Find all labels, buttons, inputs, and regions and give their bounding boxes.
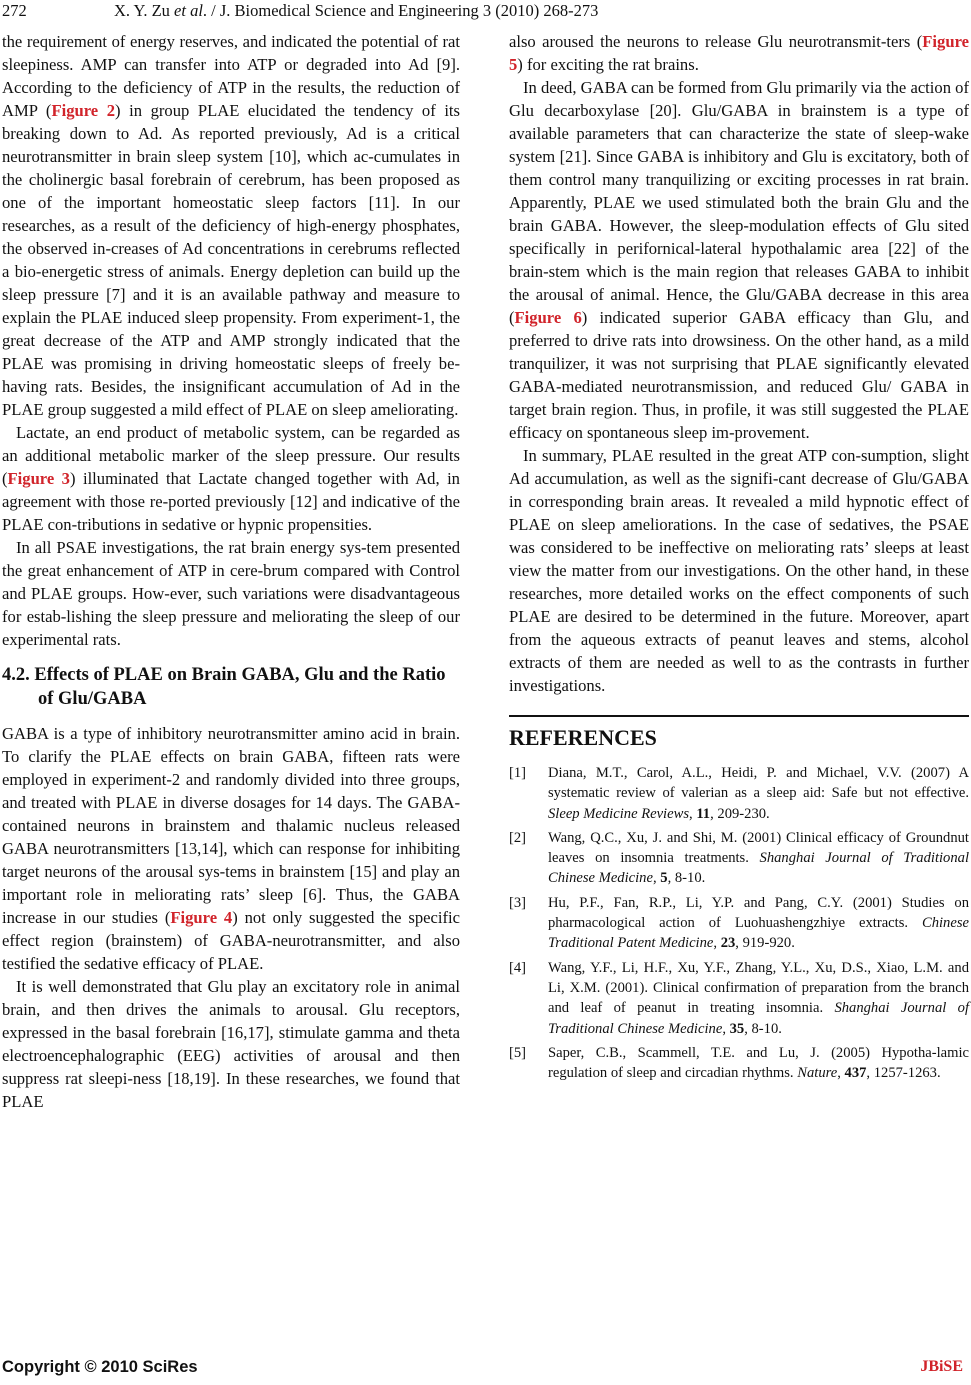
left-column — [2, 30, 460, 1113]
paragraph-text: ) in group PLAE elucidated the tendency of its breaking down to Ad. As reported previously, Ad is a critical neurotransmitter in brain sleep system [10], which ac-cumulates in the cholinergic basal forebrain of cerebrum, has been proposed as one of the important homeostatic sleep factors [11]. In our researches, as a result of the deficiency of high-energy phosphates, the observed in-creases of Ad concentrations in cerebrums reflected a bio-energetic stress of animals. Energy depletion can build up the sleep pressure [7] and it is an available pathway and measure to explain the PLAE induced sleep propensity. From experiment-1, the great decrease of the ATP and AMP strongly indicated that the PLAE was promising in driving homeostatic sleeps of freely be-having rats. Besides, the insignificant accumulation of Ad in the PLAE group suggested a mild effect of PLAE on sleep ameliorating. — [2, 101, 460, 419]
journal-citation — [114, 0, 598, 22]
reference-journal: Nature — [797, 1065, 838, 1082]
paragraph: In summary, PLAE resulted in the great ATP con-sumption, slight Ad accumulation, as well as the signifi-cant decrease of Glu/GABA in corresponding brain areas. It revealed a mild hypnotic effect of PLAE on sleep ameliorations. In the case of sedatives, the PSAE was considered to be ineffective on meliorating rats’ sleeps at least view the matter from our investigations. On the other hand, in these researches, more detailed works on the effect components of such PLAE are desired to be determined in the future. Moreover, apart from the aqueous extracts of peanut leaves and stems, alcohol extracts of them are needed as well to as the contrasts in further investigations. — [509, 446, 969, 695]
separator: , — [652, 870, 661, 887]
paragraph-text: ) not only suggested the specific effect region (brainstem) of GABA-neurotransmitter, and also testified the sedative efficacy of PLAE. — [2, 908, 460, 973]
figure-4-link[interactable]: Figure 4 — [170, 908, 233, 927]
figure-6-link[interactable]: Figure 6 — [514, 308, 582, 327]
paragraph-text: ) for exciting the rat brains. — [517, 55, 699, 74]
paragraph — [2, 722, 460, 975]
paragraph — [509, 76, 969, 444]
paragraph — [509, 30, 969, 76]
reference-pages: , 209-230. — [710, 805, 770, 822]
reference-journal: Shanghai Journal of Traditional Chinese Medicine — [548, 1000, 969, 1037]
reference-text: Hu, P.F., Fan, R.P., Li, Y.P. and Pang, C.Y. (2001) Studies on pharmacological action of Luohuashengzhiye extracts. — [548, 894, 969, 932]
paragraph-text: also aroused the neurons to release Glu neurotransmit-ters ( — [509, 32, 923, 51]
paragraph-text: Lactate, an end product of metabolic system, can be regarded as an additional metabolic marker of the sleep pressure. Our results ( — [2, 423, 460, 488]
reference-volume: 35 — [729, 1020, 745, 1037]
copyright-notice: Copyright © 2010 SciRes — [2, 1358, 198, 1376]
reference-item — [509, 893, 969, 954]
separator: , — [689, 805, 697, 822]
references-heading: REFERENCES — [509, 725, 657, 750]
reference-item — [509, 1043, 969, 1084]
journal-badge: JBiSE — [920, 1358, 963, 1375]
paragraph-text: the requirement of energy reserves, and indicated the potential of rat sleepiness. AMP can transfer into ATP or degraded into Ad [9]. According to the deficiency of ATP in the results, the reduction of AMP ( — [2, 32, 460, 120]
reference-item — [509, 763, 969, 824]
reference-pages: , 8-10. — [744, 1020, 782, 1037]
paragraph: In all PSAE investigations, the rat brain energy sys-tem presented the great enhancement of ATP in cere-brum compared with Control and PLAE groups. How-ever, such variations were disadvantageous for estab-lishing the sleep pressure and meliorating the sleep of our experimental rats. — [2, 538, 460, 649]
citation-journal: . / J. Biomedical Science and Engineering 3 (2010) 268-273 — [202, 1, 599, 20]
reference-number: [1] — [509, 765, 527, 781]
reference-journal: Shanghai Journal of Traditional Chinese Medicine — [548, 850, 969, 887]
separator: , — [837, 1065, 845, 1082]
paragraph-text: ) indicated superior GABA efficacy than Glu, and preferred to drive rats into drowsiness. On the other hand, as a mild tranquilizer, it was not surprising that PLAE significantly elevated GABA-mediated neurotransmission, and reduced Glu/ GABA in target brain region. Thus, in profile, it was still suggested the PLAE efficacy on spontaneous sleep im-provement. — [509, 308, 969, 442]
reference-volume: 11 — [696, 805, 711, 822]
running-head — [0, 0, 971, 26]
reference-number: [3] — [509, 894, 527, 911]
reference-journal: Chinese Traditional Patent Medicine — [548, 915, 969, 952]
reference-pages: , 8-10. — [667, 870, 706, 887]
reference-journal: Sleep Medicine Reviews — [548, 805, 690, 822]
reference-list — [509, 763, 969, 1083]
citation-authors: X. Y. Zu — [114, 1, 175, 20]
paragraph: It is well demonstrated that Glu play an excitatory role in animal brain, and then drives the animals to arousal. Glu receptors, expressed in the basal forebrain [16,17], stimulate gamma and theta electroencephalographic (EEG) activities of arousal and then suppress rat sleepi-ness [18,19]. In these researches, we found that PLAE — [2, 977, 460, 1111]
reference-item — [509, 958, 969, 1039]
paragraph-text: ) illuminated that Lactate changed together with Ad, in agreement with those re-ported previously [12] and indicative of the PLAE con-tributions in sedative or hypnic propensities. — [2, 469, 460, 534]
reference-text: Wang, Y.F., Li, H.F., Xu, Y.F., Zhang, Y.L., Xu, D.S., Xiao, L.M. and Li, X.M. (2001). Clinical confirmation of preparation from the branch and leaf of peanut in treating insomnia. — [548, 959, 969, 1017]
reference-number: [5] — [509, 1044, 527, 1061]
citation-et-al: et al — [174, 1, 203, 20]
paragraph-text: GABA is a type of inhibitory neurotransmitter amino acid in brain. To clarify the PLAE effects on brain GABA, fifteen rats were employed in experiment-2 and randomly divided into three groups, and treated with PLAE in diverse dosages for 14 days. The GABA-contained neurons in brainstem and thalamic nucleus released GABA neurotransmitters [13,14], which can response for inhibiting target neurons of the arousal sys-tems in brainstem [15] and play an important role in meliorating rats’ sleep [6]. Thus, the GABA increase in our studies ( — [2, 724, 460, 927]
references-divider — [509, 715, 969, 717]
reference-text: Diana, M.T., Carol, A.L., Heidi, P. and Michael, V.V. (2007) A systematic review of valerian as a sleep aid: Safe but not effective. — [548, 765, 969, 802]
figure-2-link[interactable]: Figure 2 — [51, 101, 116, 120]
page-footer — [0, 1358, 971, 1382]
reference-number: [2] — [509, 829, 527, 846]
reference-pages: , 1257-1263. — [866, 1065, 941, 1082]
reference-volume: 437 — [844, 1065, 867, 1082]
page-number: 272 — [2, 1, 27, 20]
reference-volume: 5 — [660, 870, 668, 887]
reference-item — [509, 828, 969, 889]
reference-number: [4] — [509, 959, 527, 976]
paragraph — [2, 421, 460, 536]
figure-3-link[interactable]: Figure 3 — [7, 469, 70, 488]
section-heading: 4.2. Effects of PLAE on Brain GABA, Glu and the Ratio of Glu/GABA — [2, 665, 446, 709]
figure-5-link[interactable]: Figure 5 — [509, 32, 969, 74]
reference-text: Wang, Q.C., Xu, J. and Shi, M. (2001) Clinical efficacy of Groundnut leaves on insomnia treatments. — [548, 829, 969, 867]
reference-text: Saper, C.B., Scammell, T.E. and Lu, J. (2005) Hypotha-lamic regulation of sleep and circadian rhythms. — [548, 1044, 969, 1082]
separator: , — [722, 1020, 730, 1037]
right-column — [509, 30, 969, 1087]
reference-pages: , 919-920. — [735, 935, 795, 952]
reference-volume: 23 — [720, 935, 736, 952]
paragraph — [2, 30, 460, 421]
paragraph-text: In deed, GABA can be formed from Glu primarily via the action of Glu decarboxylase [20]. Glu/GABA in brainstem is a type of available parameters that can characterize the state of sleep-wake system [21]. Since GABA is inhibitory and Glu is excitatory, both of them control many tranquilizing or exciting processes in rat brain. Apparently, PLAE we used stimulated both the brain Glu and the brain GABA. However, the sleep-modulation effects of Glu sited specifically in perifornical-lateral hypothalamic area [22] of the brain-stem which is the main region that releases GABA to inhibit the arousal of animal. Hence, the Glu/GABA decrease in this area ( — [509, 78, 969, 327]
separator: , — [713, 935, 721, 952]
